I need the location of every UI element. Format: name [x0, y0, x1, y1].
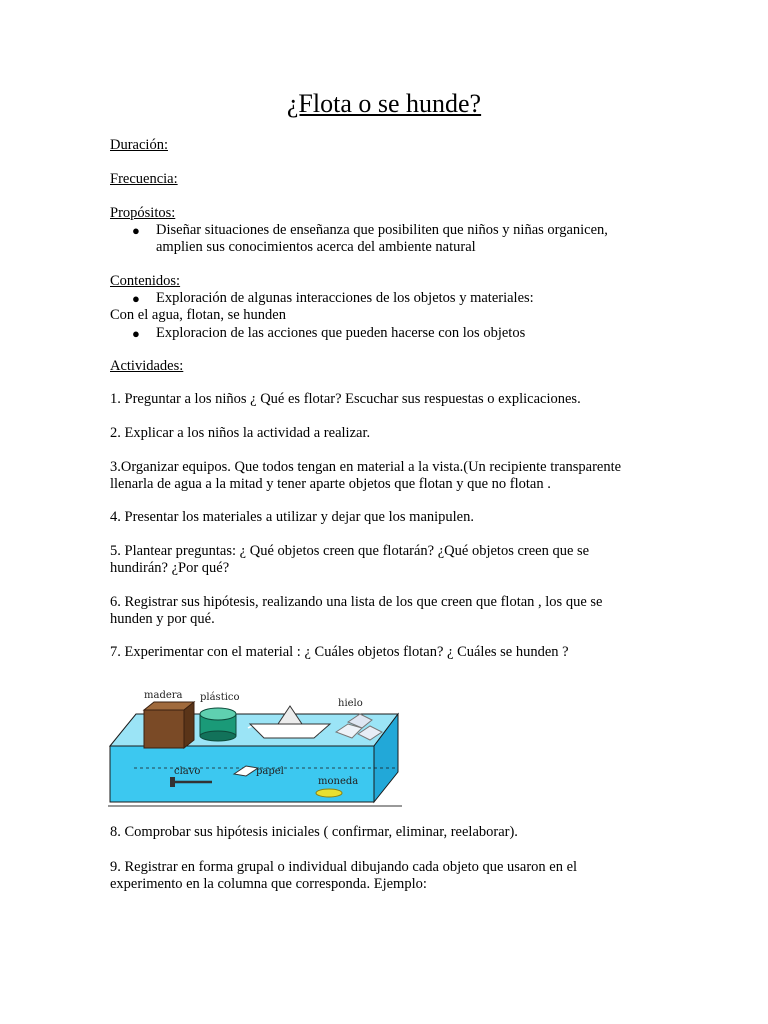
wood-block-side	[184, 702, 194, 748]
actividad-6-line: 6. Registrar sus hipótesis, realizando una lista de los que creen que flotan , los que se	[110, 594, 603, 610]
contenido-subline: Con el agua, flotan, se hunden	[110, 307, 286, 323]
actividad-5-line: 5. Plantear preguntas: ¿ Qué objetos creen que flotarán? ¿Qué objetos creen que se	[110, 543, 590, 559]
contenidos-heading: Contenidos:	[110, 273, 181, 289]
actividad-6-line: hunden y por qué.	[110, 611, 215, 627]
label-clavo: clavo	[174, 766, 201, 777]
plastic-cylinder-bottom	[200, 731, 236, 741]
nail-head	[170, 777, 175, 787]
actividad-9-line: experimento en la columna que corresponda. Ejemplo:	[110, 876, 427, 892]
contenido-item: Exploración de algunas interacciones de los objetos y materiales:	[156, 290, 534, 306]
bullet-marker: ●	[132, 223, 140, 238]
actividades-heading: Actividades:	[110, 358, 184, 374]
wood-block	[144, 710, 184, 748]
actividad-9-line: 9. Registrar en forma grupal o individual dibujando cada objeto que usaron en el	[110, 859, 578, 875]
proposito-item-line: Diseñar situaciones de enseñanza que posibiliten que niños y niñas organicen,	[156, 222, 608, 238]
float-sink-illustration	[108, 688, 404, 810]
page-title: ¿Flota o se hunde?	[286, 89, 482, 118]
actividad-3-line: llenarla de agua a la mitad y tener aparte objetos que flotan y que no flotan .	[110, 476, 551, 492]
actividad-1: 1. Preguntar a los niños ¿ Qué es flotar? Escuchar sus respuestas o explicaciones.	[110, 391, 581, 407]
water-tank-drawing	[108, 688, 404, 810]
label-madera: madera	[144, 690, 183, 701]
actividad-7: 7. Experimentar con el material : ¿ Cuáles objetos flotan? ¿ Cuáles se hunden ?	[110, 644, 569, 660]
duracion-heading: Duración:	[110, 137, 168, 153]
frecuencia-heading: Frecuencia:	[110, 171, 178, 187]
label-papel: papel	[256, 766, 284, 777]
propositos-heading: Propósitos:	[110, 205, 176, 221]
label-hielo: hielo	[338, 698, 363, 709]
label-plastico: plástico	[200, 692, 240, 703]
label-moneda: moneda	[318, 776, 359, 787]
proposito-item-line: amplien sus conocimientos acerca del ambiente natural	[156, 239, 476, 255]
actividad-3-line: 3.Organizar equipos. Que todos tengan en material a la vista.(Un recipiente transparente	[110, 459, 622, 475]
actividad-2: 2. Explicar a los niños la actividad a realizar.	[110, 425, 371, 441]
plastic-cylinder-top	[200, 708, 236, 720]
contenido-item: Exploracion de las acciones que pueden hacerse con los objetos	[156, 325, 526, 341]
bullet-marker: ●	[132, 291, 140, 306]
actividad-5-line: hundirán? ¿Por qué?	[110, 560, 230, 576]
actividad-8: 8. Comprobar sus hipótesis iniciales ( confirmar, eliminar, reelaborar).	[110, 824, 518, 840]
coin	[316, 789, 342, 797]
bullet-marker: ●	[132, 326, 140, 341]
actividad-4: 4. Presentar los materiales a utilizar y dejar que los manipulen.	[110, 509, 474, 525]
